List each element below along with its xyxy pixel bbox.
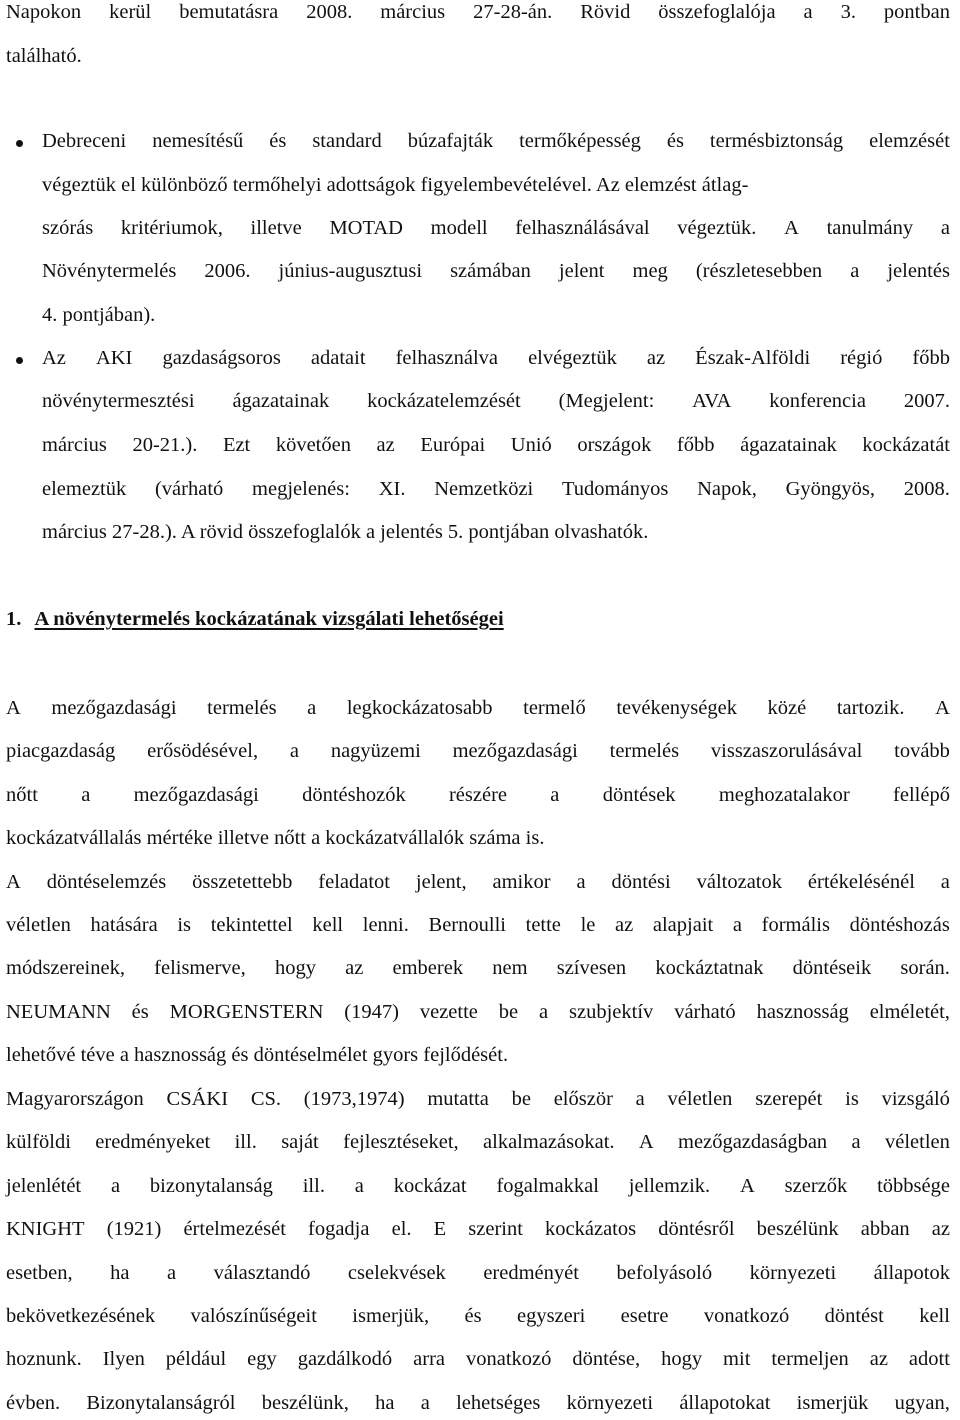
word: tette (525, 914, 561, 936)
word: többsége (877, 1175, 950, 1197)
word: meg (632, 260, 668, 282)
bullet-icon (16, 357, 23, 364)
word: pontban (883, 1, 950, 23)
word: elvégeztük (528, 347, 617, 369)
word: fellépő (893, 784, 950, 806)
word: környezeti (566, 1392, 654, 1414)
word: a (420, 1392, 430, 1414)
word: ha (375, 1392, 395, 1414)
word: döntésről (658, 1218, 735, 1240)
word: nem (492, 957, 528, 979)
word: E (433, 1218, 447, 1240)
word: erősödésével, (147, 740, 259, 762)
word: szubjektív (569, 1001, 654, 1023)
word: jelent (558, 260, 605, 282)
word: Ezt (222, 434, 251, 456)
body-line (6, 698, 950, 719)
word: is (845, 1088, 859, 1110)
word: a (167, 1262, 177, 1284)
body-line (6, 1089, 950, 1110)
word: a (576, 871, 586, 893)
word: beszélünk (756, 1218, 839, 1240)
word: a (81, 784, 91, 806)
word: jelenlétét (6, 1175, 82, 1197)
word: az (931, 1218, 950, 1240)
body-line: lehetővé téve a hasznosság és döntéselmélet gyors fejlődését. (6, 1044, 509, 1066)
word: során. (900, 957, 950, 979)
word: kockázatát (862, 434, 950, 456)
word: összefoglalója (658, 1, 776, 23)
word: fogalmakkal (496, 1175, 599, 1197)
word: Magyarországon (6, 1088, 144, 1110)
word: CS. (250, 1088, 282, 1110)
word: meghozatalakor (718, 784, 850, 806)
word: termelés (609, 740, 680, 762)
word: NEUMANN (6, 1001, 111, 1023)
word: Unió (510, 434, 552, 456)
word: vizsgáló (881, 1088, 950, 1110)
body-line (6, 958, 950, 979)
word: ismerjük (796, 1392, 869, 1414)
word: 3. (840, 1, 856, 23)
word: lenni. (362, 914, 409, 936)
word: a (307, 697, 317, 719)
word: Debreceni (42, 130, 127, 152)
word: (1921) (106, 1218, 162, 1240)
word: le (580, 914, 596, 936)
word: régió (840, 347, 883, 369)
word: 20-21.). (132, 434, 198, 456)
body-line (6, 785, 950, 806)
word: egy (247, 1348, 277, 1370)
word: konferencia (769, 390, 866, 412)
intro-line-2: található. (6, 45, 82, 67)
body-line (6, 1176, 950, 1197)
bullet-icon (16, 140, 23, 147)
word: mutatta (427, 1088, 489, 1110)
word: az (869, 1348, 888, 1370)
word: kockáztatnak (655, 957, 764, 979)
word: a (940, 871, 950, 893)
word: Ilyen (102, 1348, 145, 1370)
word: egyszeri (516, 1305, 586, 1327)
word: a (851, 1131, 861, 1153)
word: 2008. (306, 1, 353, 23)
word: (Megjelent: (558, 390, 655, 412)
word: hatására (90, 914, 158, 936)
word: XI. (378, 478, 406, 500)
bullet-1-line-1 (42, 131, 950, 152)
word: gazdálkodó (297, 1348, 393, 1370)
word: Bizonytalanságról (86, 1392, 236, 1414)
word: (1973,1974) (303, 1088, 405, 1110)
word: végeztük. (677, 217, 757, 239)
word: döntése, (572, 1348, 641, 1370)
body-line: kockázatvállalás mértéke illetve nőtt a kockázatvállalók száma is. (6, 827, 545, 849)
word: június-augusztusi (278, 260, 423, 282)
word: Európai (420, 434, 486, 456)
word: eredményeket (95, 1131, 211, 1153)
bullet-2-line-5: március 27-28.). A rövid összefoglalók a jelentés 5. pontjában olvashatók. (42, 521, 649, 543)
word: (1947) (344, 1001, 399, 1023)
word: alkalmazásokat. (483, 1131, 615, 1153)
word: AVA (692, 390, 732, 412)
word: és (269, 130, 287, 152)
word: ill. (234, 1131, 257, 1153)
word: véletlen (667, 1088, 733, 1110)
bullet-1-line-4 (42, 261, 950, 282)
word: A (784, 217, 799, 239)
bullet-1-line-2: végeztük el különböző termőhelyi adottságok figyelembevételével. Az elemzést átlag- (42, 174, 749, 196)
word: is (177, 914, 192, 936)
word: AKI (95, 347, 133, 369)
word: befolyásoló (616, 1262, 713, 1284)
word: mezőgazdaságban (678, 1131, 828, 1153)
word: felismerve, (154, 957, 246, 979)
word: értelmezését (183, 1218, 286, 1240)
word: elemzését (869, 130, 950, 152)
word: cselekvések (347, 1262, 446, 1284)
word: külföldi (6, 1131, 71, 1153)
body-line (6, 1393, 950, 1414)
word: kerül (109, 1, 152, 23)
word: (várható (154, 478, 224, 500)
word: adott (908, 1348, 950, 1370)
word: évben. (6, 1392, 61, 1414)
word: mezőgazdasági (133, 784, 259, 806)
word: Rövid (580, 1, 631, 23)
word: nemesítésű (152, 130, 244, 152)
word: tekintettel (210, 914, 293, 936)
body-line (6, 1263, 950, 1284)
body-line (6, 915, 950, 936)
word: saját (281, 1131, 319, 1153)
word: felhasználva (395, 347, 499, 369)
word: a (850, 260, 860, 282)
word: Napokon (6, 1, 82, 23)
word: jelentés (887, 260, 950, 282)
word: bizonytalanság (149, 1175, 273, 1197)
word: kell (919, 1305, 950, 1327)
word: országok (577, 434, 652, 456)
word: termelő (523, 697, 586, 719)
section-number: 1. (6, 608, 22, 630)
word: kockázatos (545, 1218, 637, 1240)
word: nőtt (6, 784, 38, 806)
word: 2007. (903, 390, 950, 412)
word: bemutatásra (179, 1, 279, 23)
word: ugyan, (894, 1392, 950, 1414)
word: piacgazdaság (6, 740, 116, 762)
word: termelés (207, 697, 277, 719)
word: tevékenységek (616, 697, 737, 719)
body-line (6, 1306, 950, 1327)
word: Növénytermelés (42, 260, 177, 282)
word: összetettebb (192, 871, 293, 893)
word: és (666, 130, 684, 152)
word: Tudományos (562, 478, 669, 500)
word: abban (860, 1218, 910, 1240)
word: vonatkozó (465, 1348, 552, 1370)
word: főbb (912, 347, 950, 369)
word: hasznosság (756, 1001, 849, 1023)
word: véletlen (6, 914, 71, 936)
word: jelent, (415, 871, 467, 893)
word: március (42, 434, 107, 456)
word: valószínűségeit (190, 1305, 317, 1327)
word: adatait (310, 347, 366, 369)
word: elméletét, (869, 1001, 950, 1023)
word: el. (391, 1218, 412, 1240)
body-line (6, 1349, 950, 1370)
word: feladatot (318, 871, 390, 893)
section-title: A növénytermelés kockázatának vizsgálati lehetőségei (34, 608, 504, 630)
word: illetve (250, 217, 302, 239)
word: számában (450, 260, 531, 282)
intro-line-1 (6, 2, 950, 23)
word: és (131, 1001, 149, 1023)
word: jellemzik. (628, 1175, 711, 1197)
word: amikor (492, 871, 551, 893)
bullet-1-line-3 (42, 218, 950, 239)
word: döntéshozás (849, 914, 950, 936)
word: alapjait (652, 914, 714, 936)
word: felhasználásával (515, 217, 650, 239)
word: kritériumok, (120, 217, 223, 239)
word: környezeti (749, 1262, 837, 1284)
word: standard (312, 130, 382, 152)
word: Az (42, 347, 66, 369)
word: a (732, 914, 742, 936)
word: esetre (620, 1305, 669, 1327)
word: állapotok (873, 1262, 950, 1284)
word: tovább (894, 740, 950, 762)
word: 2006. (204, 260, 251, 282)
word: döntések (602, 784, 676, 806)
word: választandó (213, 1262, 311, 1284)
word: be (511, 1088, 531, 1110)
bullet-2-line-2 (42, 391, 950, 412)
word: részére (448, 784, 508, 806)
word: ágazatainak (232, 390, 330, 412)
word: a (550, 784, 560, 806)
word: hogy (274, 957, 316, 979)
word: főbb (676, 434, 715, 456)
word: például (165, 1348, 227, 1370)
word: hogy (661, 1348, 703, 1370)
word: állapotokat (679, 1392, 771, 1414)
word: növénytermesztési (42, 390, 195, 412)
word: mezőgazdasági (51, 697, 177, 719)
word: A (740, 1175, 755, 1197)
word: az (646, 347, 666, 369)
word: legkockázatosabb (346, 697, 493, 719)
word: visszaszorulásával (710, 740, 863, 762)
word: és (464, 1305, 482, 1327)
word: termésbiztonság (709, 130, 844, 152)
word: A (6, 697, 21, 719)
word: az (615, 914, 634, 936)
word: döntéseik (792, 957, 872, 979)
word: szerepét (755, 1088, 823, 1110)
word: 27-28-án. (473, 1, 553, 23)
word: véletlen (885, 1131, 950, 1153)
word: Napok, (697, 478, 757, 500)
body-line (6, 1132, 950, 1153)
word: Bernoulli (428, 914, 506, 936)
word: Gyöngyös, (785, 478, 876, 500)
body-line (6, 1002, 950, 1023)
word: várható (674, 1001, 736, 1023)
word: szerzők (784, 1175, 848, 1197)
word: Nemzetközi (434, 478, 534, 500)
word: vonatkozó (703, 1305, 790, 1327)
word: tanulmány (826, 217, 914, 239)
word: döntést (824, 1305, 884, 1327)
word: értékelésénél (807, 871, 915, 893)
word: a (539, 1001, 549, 1023)
word: (részletesebben (695, 260, 823, 282)
word: közé (767, 697, 807, 719)
word: az (345, 957, 364, 979)
word: mit (723, 1348, 751, 1370)
word: formális (761, 914, 830, 936)
word: emberek (392, 957, 464, 979)
word: a (940, 217, 950, 239)
word: nagyüzemi (330, 740, 421, 762)
body-line (6, 741, 950, 762)
word: szórás (42, 217, 94, 239)
word: kockázatelemzését (367, 390, 521, 412)
word: módszereinek, (6, 957, 125, 979)
word: a (289, 740, 300, 762)
word: búzafajták (407, 130, 494, 152)
word: ismerjük, (352, 1305, 430, 1327)
word: fejlesztéseket, (343, 1131, 459, 1153)
word: MORGENSTERN (169, 1001, 324, 1023)
word: MOTAD (329, 217, 403, 239)
word: kell (312, 914, 344, 936)
section-heading (6, 609, 504, 630)
word: elemeztük (42, 478, 127, 500)
word: a (354, 1175, 364, 1197)
word: esetben, (6, 1262, 73, 1284)
word: hoznunk. (6, 1348, 82, 1370)
word: először (553, 1088, 613, 1110)
word: ha (110, 1262, 130, 1284)
word: ágazatainak (740, 434, 837, 456)
word: termőképesség (519, 130, 641, 152)
word: döntéselemzés (46, 871, 167, 893)
body-line (6, 872, 950, 893)
word: KNIGHT (6, 1218, 85, 1240)
word: A (638, 1131, 654, 1153)
bullet-2-line-4 (42, 479, 950, 500)
word: A (935, 697, 950, 719)
word: tartozik. (836, 697, 905, 719)
bullet-1-line-5: 4. pontjában). (42, 304, 156, 326)
word: kockázat (393, 1175, 467, 1197)
word: A (6, 871, 21, 893)
word: arra (413, 1348, 446, 1370)
bullet-2-line-1 (42, 348, 950, 369)
word: Észak-Alföldi (695, 347, 811, 369)
word: döntési (611, 871, 671, 893)
word: március (380, 1, 446, 23)
word: be (498, 1001, 519, 1023)
word: eredményét (483, 1262, 579, 1284)
word: a (803, 1, 813, 23)
word: megjelenés: (252, 478, 350, 500)
word: gazdaságsoros (162, 347, 281, 369)
word: vezette (419, 1001, 478, 1023)
body-line (6, 1219, 950, 1240)
word: döntéshozók (302, 784, 406, 806)
word: termeljen (771, 1348, 849, 1370)
word: szerint (468, 1218, 523, 1240)
word: modell (430, 217, 488, 239)
word: szívesen (556, 957, 627, 979)
word: a (635, 1088, 645, 1110)
word: a (110, 1175, 121, 1197)
word: az (376, 434, 395, 456)
word: bekövetkezésének (6, 1305, 156, 1327)
word: ill. (302, 1175, 325, 1197)
word: követően (275, 434, 351, 456)
word: beszélünk, (261, 1392, 349, 1414)
word: 2008. (903, 478, 950, 500)
word: CSÁKI (166, 1088, 229, 1110)
word: lehetséges (456, 1392, 541, 1414)
word: változatok (696, 871, 782, 893)
bullet-2-line-3 (42, 435, 950, 456)
word: fogadja (308, 1218, 370, 1240)
word: mezőgazdasági (452, 740, 578, 762)
